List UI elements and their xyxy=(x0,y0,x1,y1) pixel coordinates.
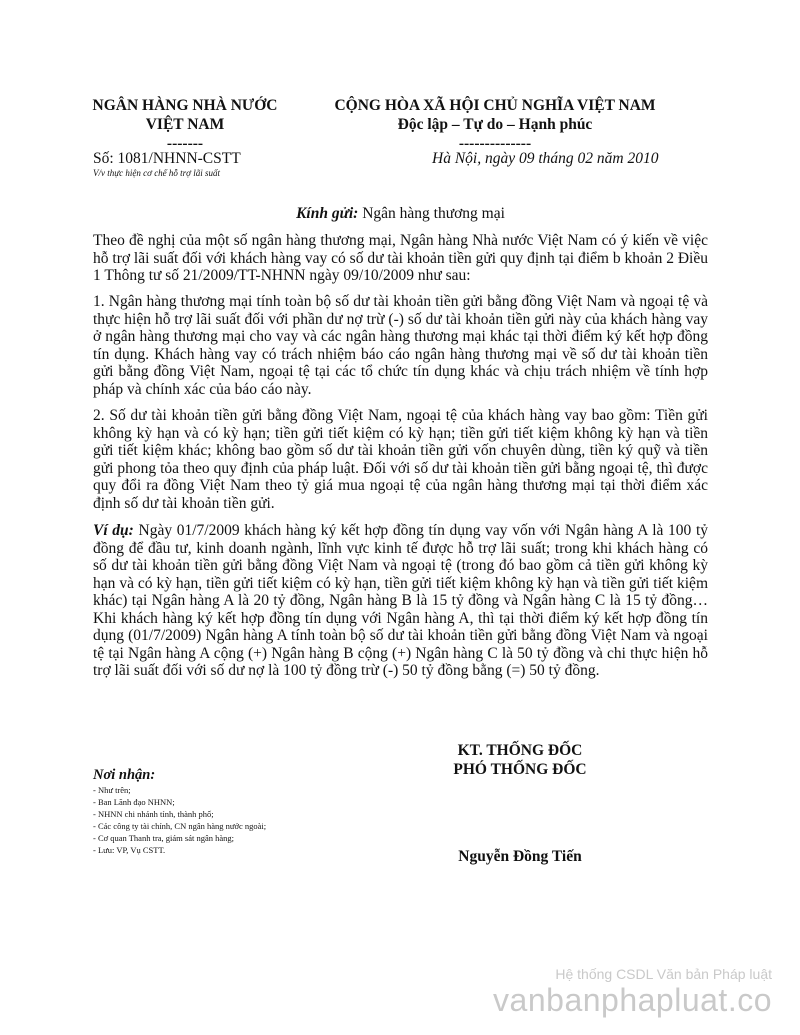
signature-title-line2: PHÓ THỐNG ĐỐC xyxy=(453,761,587,778)
example-text: Ngày 01/7/2009 khách hàng ký kết hợp đồng tín dụng vay vốn với Ngân hàng A là 100 tỷ đồng để đầu tư, kinh doanh ngành, lĩnh vực kinh tế được hỗ trợ lãi suất; trong khi khách hàng có số dư tài khoản tiền gửi bằng đồng Việt Nam và ngoại tệ (trong đó bao gồm cả tiền gửi không kỳ hạn và có kỳ hạn, tiền gửi tiết kiệm có kỳ hạn, tiền gửi tiết kiệm không kỳ hạn và tiền gửi tiết kiệm khác) tại Ngân hàng A là 20 tỷ đồng, Ngân hàng B là 15 tỷ đồng và Ngân hàng C là 15 tỷ đồng… Khi khách hàng ký kết hợp đồng tín dụng với Ngân hàng A, thì tại thời điểm ký kết hợp đồng tín dụng (01/7/2009) Ngân hàng A tính toàn bộ số dư tài khoản tiền gửi bằng đồng Việt Nam và ngoại tệ tại Ngân hàng A cộng (+) Ngân hàng B cộng (+) Ngân hàng C là 50 tỷ đồng và chi thực hiện hỗ trợ lãi suất đối với số dư nợ là 100 tỷ đồng trừ (-) 50 tỷ đồng bằng (=) 50 tỷ đồng. xyxy=(93,522,709,679)
issuing-agency-block xyxy=(60,96,310,153)
recipient-line xyxy=(93,205,708,223)
paragraph-item-2: 2. Số dư tài khoản tiền gửi bằng đồng Việt Nam, ngoại tệ của khách hàng vay bao gồm: Tiền gửi không kỳ hạn và có kỳ hạn; tiền gửi tiết kiệm có kỳ hạn; tiền gửi tiết kiệm không kỳ hạn và tiền gửi tiết kiệm khác; không bao gồm số dư tài khoản tiền gửi vốn chuyên dùng, tiền ký quỹ và tiền gửi phong tỏa theo quy định của pháp luật. Đối với số dư tài khoản tiền gửi bằng ngoại tệ, thì được quy đổi ra đồng Việt Nam theo tỷ giá mua ngoại tệ của ngân hàng thương mại tại thời điểm xác định số dư tài khoản tiền gửi. xyxy=(93,407,708,512)
motto-divider: -------------- xyxy=(458,135,532,152)
recipients-list-title: Nơi nhận: xyxy=(93,767,156,783)
example-label: Ví dụ: xyxy=(93,522,134,539)
motto: Độc lập – Tự do – Hạnh phúc xyxy=(397,116,593,133)
watermark xyxy=(493,966,772,1018)
recipients-list-item: - NHNN chi nhánh tỉnh, thành phố; xyxy=(93,809,214,819)
intro-paragraph: Theo đề nghị của một số ngân hàng thương mại, Ngân hàng Nhà nước Việt Nam có ý kiến về việc hỗ trợ lãi suất đối với khách hàng vay có số dư tài khoản tiền gửi quy định tại điểm b khoản 2 Điều 1 Thông tư số 21/2009/TT-NHNN ngày 09/10/2009 như sau: xyxy=(93,232,708,284)
signature-title-line1: KT. THỐNG ĐỐC xyxy=(457,742,583,759)
agency-name-line1: NGÂN HÀNG NHÀ NƯỚC xyxy=(92,97,278,114)
recipients-list xyxy=(93,784,266,856)
recipients-list-item: - Như trên; xyxy=(93,785,131,795)
example-paragraph xyxy=(93,522,708,680)
national-motto-block xyxy=(310,96,680,153)
agency-name-line2: VIỆT NAM xyxy=(145,116,225,133)
recipient-name: Ngân hàng thương mại xyxy=(362,205,505,222)
paragraph-item-1: 1. Ngân hàng thương mại tính toàn bộ số dư tài khoản tiền gửi bằng đồng Việt Nam và ngoại tệ và thực hiện hỗ trợ lãi suất đối với phần dư nợ trừ (-) số dư tài khoản tiền gửi này của khách hàng vay ở ngân hàng thương mại cho vay và các ngân hàng thương mại khác tại thời điểm ký kết hợp đồng tín dụng. Khách hàng vay có trách nhiệm báo cáo ngân hàng thương mại về số dư tài khoản tiền gửi bằng đồng Việt Nam, ngoại tệ tại các tổ chức tín dụng khác và chịu trách nhiệm về tính hợp pháp và chính xác của báo cáo này. xyxy=(93,293,708,398)
place-and-date: Hà Nội, ngày 09 tháng 02 năm 2010 xyxy=(432,150,659,167)
nation-name: CỘNG HÒA XÃ HỘI CHỦ NGHĨA VIỆT NAM xyxy=(334,97,656,114)
document-number: Số: 1081/NHNN-CSTT xyxy=(93,150,241,167)
watermark-line2: vanbanphapluat.co xyxy=(493,982,772,1018)
recipients-list-item: - Lưu: VP, Vụ CSTT. xyxy=(93,845,166,855)
recipients-list-item: - Ban Lãnh đạo NHNN; xyxy=(93,797,175,807)
recipient-label: Kính gửi: xyxy=(296,205,359,222)
signature-title-block xyxy=(420,741,620,779)
recipients-list-item: - Các công ty tài chính, CN ngân hàng nước ngoài; xyxy=(93,821,267,831)
document-subject: V/v thực hiện cơ chế hỗ trợ lãi suất xyxy=(93,168,220,178)
agency-divider: ------- xyxy=(166,135,204,152)
recipients-list-item: - Cơ quan Thanh tra, giám sát ngân hàng; xyxy=(93,833,235,843)
watermark-line1: Hệ thống CSDL Văn bản Pháp luật xyxy=(555,966,772,982)
signer-name: Nguyễn Đồng Tiến xyxy=(458,848,582,865)
